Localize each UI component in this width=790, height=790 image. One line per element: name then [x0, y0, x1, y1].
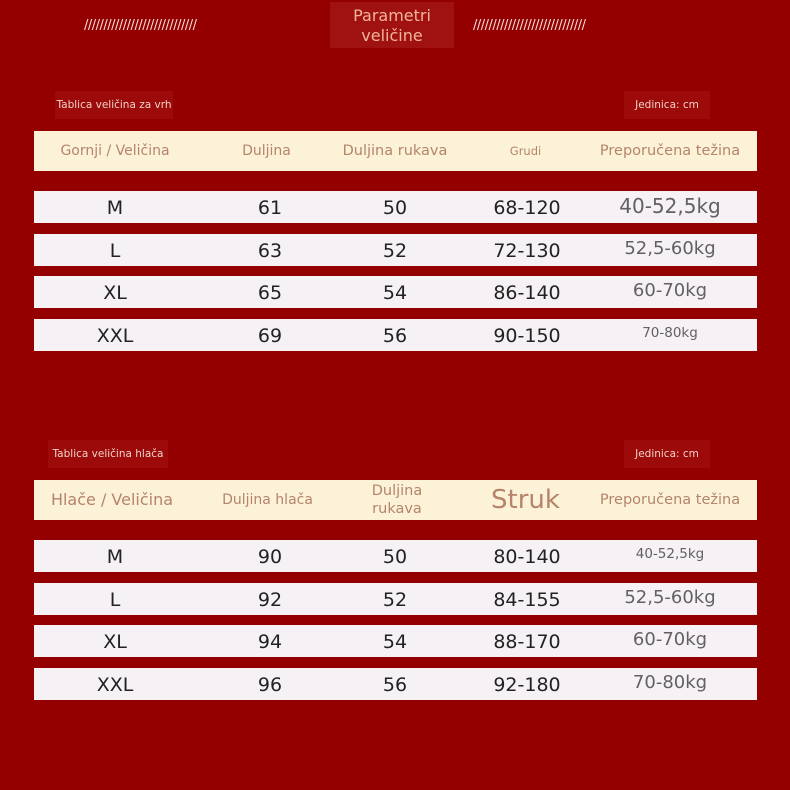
length-cell: 61: [257, 197, 283, 219]
pants-row-xxl: [34, 668, 757, 700]
tops-row-xxl: [34, 319, 757, 351]
size-cell: L: [109, 589, 121, 611]
tops-header-row: [34, 131, 757, 171]
decorative-slashes-left: /////////////////////////////: [84, 18, 197, 33]
pants-col-length: Duljina hlača: [222, 492, 313, 508]
page-title-line2: veličine: [361, 26, 423, 45]
sleeve-cell: 52: [382, 589, 408, 611]
weight-cell: 40-52,5kg: [635, 546, 705, 562]
weight-cell: 60-70kg: [632, 629, 708, 650]
waist-cell: 80-140: [493, 546, 561, 568]
tops-col-sleeve: Duljina rukava: [342, 143, 448, 159]
waist-cell: 84-155: [493, 589, 561, 611]
size-cell: M: [106, 546, 124, 568]
tops-unit-label: Jedinica: cm: [624, 91, 710, 119]
length-cell: 96: [257, 674, 283, 696]
decorative-slashes-right: /////////////////////////////: [473, 18, 586, 33]
sleeve-cell: 56: [382, 674, 408, 696]
weight-cell: 60-70kg: [632, 280, 708, 301]
tops-col-size: Gornji / Veličina: [60, 143, 170, 159]
pants-col-waist: Struk: [491, 485, 560, 515]
size-cell: XXL: [96, 674, 134, 696]
pants-header-row: [34, 480, 757, 520]
size-cell: M: [106, 197, 124, 219]
chest-cell: 68-120: [493, 197, 561, 219]
tops-col-length: Duljina: [242, 143, 291, 159]
length-cell: 94: [257, 631, 283, 653]
sleeve-cell: 50: [382, 197, 408, 219]
page-title: [330, 2, 454, 48]
pants-col-weight: Preporučena težina: [599, 492, 741, 508]
sleeve-cell: 54: [382, 631, 408, 653]
pants-table-label: Tablica veličina hlača: [48, 440, 168, 468]
sleeve-cell: 50: [382, 546, 408, 568]
chest-cell: 90-150: [493, 325, 561, 347]
size-cell: XXL: [96, 325, 134, 347]
tops-table-label: Tablica veličina za vrh: [55, 91, 173, 119]
tops-row-xl: [34, 276, 757, 308]
size-cell: XL: [103, 282, 127, 304]
pants-row-m: [34, 540, 757, 572]
pants-col-sleeve: Duljina rukava: [371, 483, 423, 517]
length-cell: 63: [257, 240, 283, 262]
size-cell: XL: [103, 631, 127, 653]
length-cell: 90: [257, 546, 283, 568]
weight-cell: 70-80kg: [642, 325, 698, 341]
weight-cell: 52,5-60kg: [624, 587, 716, 608]
size-cell: L: [109, 240, 121, 262]
tops-row-m: [34, 191, 757, 223]
tops-row-l: [34, 234, 757, 266]
tops-col-chest: Grudi: [509, 144, 542, 158]
page-title-line1: Parametri: [353, 6, 431, 25]
chest-cell: 86-140: [493, 282, 561, 304]
pants-unit-label: Jedinica: cm: [624, 440, 710, 468]
sleeve-cell: 56: [382, 325, 408, 347]
length-cell: 69: [257, 325, 283, 347]
weight-cell: 70-80kg: [632, 672, 708, 693]
tops-col-weight: Preporučena težina: [599, 143, 741, 159]
weight-cell: 40-52,5kg: [619, 194, 721, 218]
waist-cell: 88-170: [493, 631, 561, 653]
chest-cell: 72-130: [493, 240, 561, 262]
weight-cell: 52,5-60kg: [624, 238, 716, 259]
waist-cell: 92-180: [493, 674, 561, 696]
pants-row-l: [34, 583, 757, 615]
sleeve-cell: 52: [382, 240, 408, 262]
sleeve-cell: 54: [382, 282, 408, 304]
length-cell: 92: [257, 589, 283, 611]
length-cell: 65: [257, 282, 283, 304]
pants-col-size: Hlače / Veličina: [50, 490, 174, 509]
pants-row-xl: [34, 625, 757, 657]
